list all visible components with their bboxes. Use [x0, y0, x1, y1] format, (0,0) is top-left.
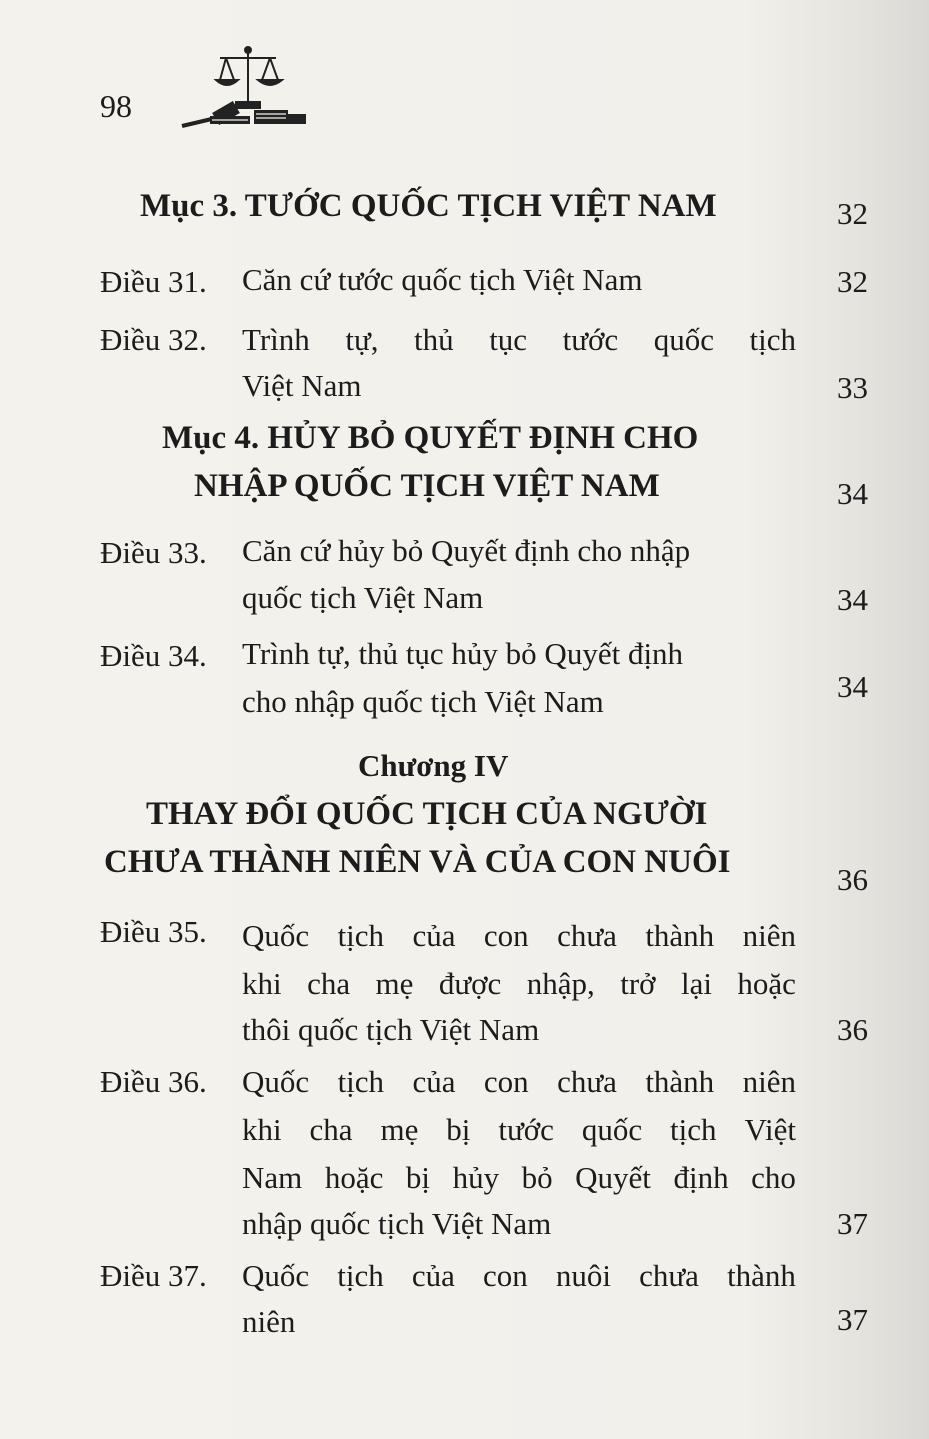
article-title-line: Quốc tịch của con nuôi chưa thành [242, 1258, 796, 1293]
chapter-title: CHƯA THÀNH NIÊN VÀ CỦA CON NUÔI [104, 844, 731, 880]
article-title-line: Quốc tịch của con chưa thành niên [242, 918, 796, 953]
article-title-line: thôi quốc tịch Việt Nam [242, 1012, 540, 1047]
page-number: 98 [100, 88, 132, 124]
article-label: Điều 34. [100, 638, 207, 673]
page-ref: 36 [837, 862, 868, 897]
article-title: Căn cứ tước quốc tịch Việt Nam [242, 262, 643, 297]
section-heading: Mục 3. TƯỚC QUỐC TỊCH VIỆT NAM [140, 188, 717, 224]
article-label: Điều 35. [100, 914, 207, 949]
page-ref: 34 [837, 582, 868, 617]
article-title-line: khi cha mẹ được nhập, trở lại hoặc [242, 966, 796, 1001]
scales-of-justice-icon [176, 40, 316, 130]
article-title-line: nhập quốc tịch Việt Nam [242, 1206, 552, 1241]
article-title-line: Nam hoặc bị hủy bỏ Quyết định cho [242, 1160, 796, 1195]
page-ref: 32 [837, 196, 868, 231]
article-title-line: Việt Nam [242, 368, 362, 403]
article-label: Điều 31. [100, 264, 207, 299]
article-title-line: quốc tịch Việt Nam [242, 580, 484, 615]
page-ref: 33 [837, 370, 868, 405]
page-ref: 37 [837, 1302, 868, 1337]
section-heading: NHẬP QUỐC TỊCH VIỆT NAM [194, 468, 660, 504]
page-ref: 34 [837, 476, 868, 511]
article-label: Điều 32. [100, 322, 207, 357]
section-heading: Mục 4. HỦY BỎ QUYẾT ĐỊNH CHO [162, 420, 699, 456]
article-title-line: Trình tự, thủ tục tước quốc tịch [242, 322, 796, 357]
article-title-line: niên [242, 1304, 296, 1339]
article-title-line: Trình tự, thủ tục hủy bỏ Quyết định [242, 636, 684, 671]
chapter-number: Chương IV [358, 748, 509, 783]
page-ref: 37 [837, 1206, 868, 1241]
article-label: Điều 36. [100, 1064, 207, 1099]
chapter-title: THAY ĐỔI QUỐC TỊCH CỦA NGƯỜI [146, 796, 708, 832]
article-title-line: cho nhập quốc tịch Việt Nam [242, 684, 604, 719]
article-title-line: Căn cứ hủy bỏ Quyết định cho nhập [242, 533, 691, 568]
article-title-line: khi cha mẹ bị tước quốc tịch Việt [242, 1112, 796, 1147]
page-ref: 36 [837, 1012, 868, 1047]
article-label: Điều 37. [100, 1258, 207, 1293]
page-ref: 34 [837, 669, 868, 704]
page-ref: 32 [837, 264, 868, 299]
article-title-line: Quốc tịch của con chưa thành niên [242, 1064, 796, 1099]
article-label: Điều 33. [100, 535, 207, 570]
